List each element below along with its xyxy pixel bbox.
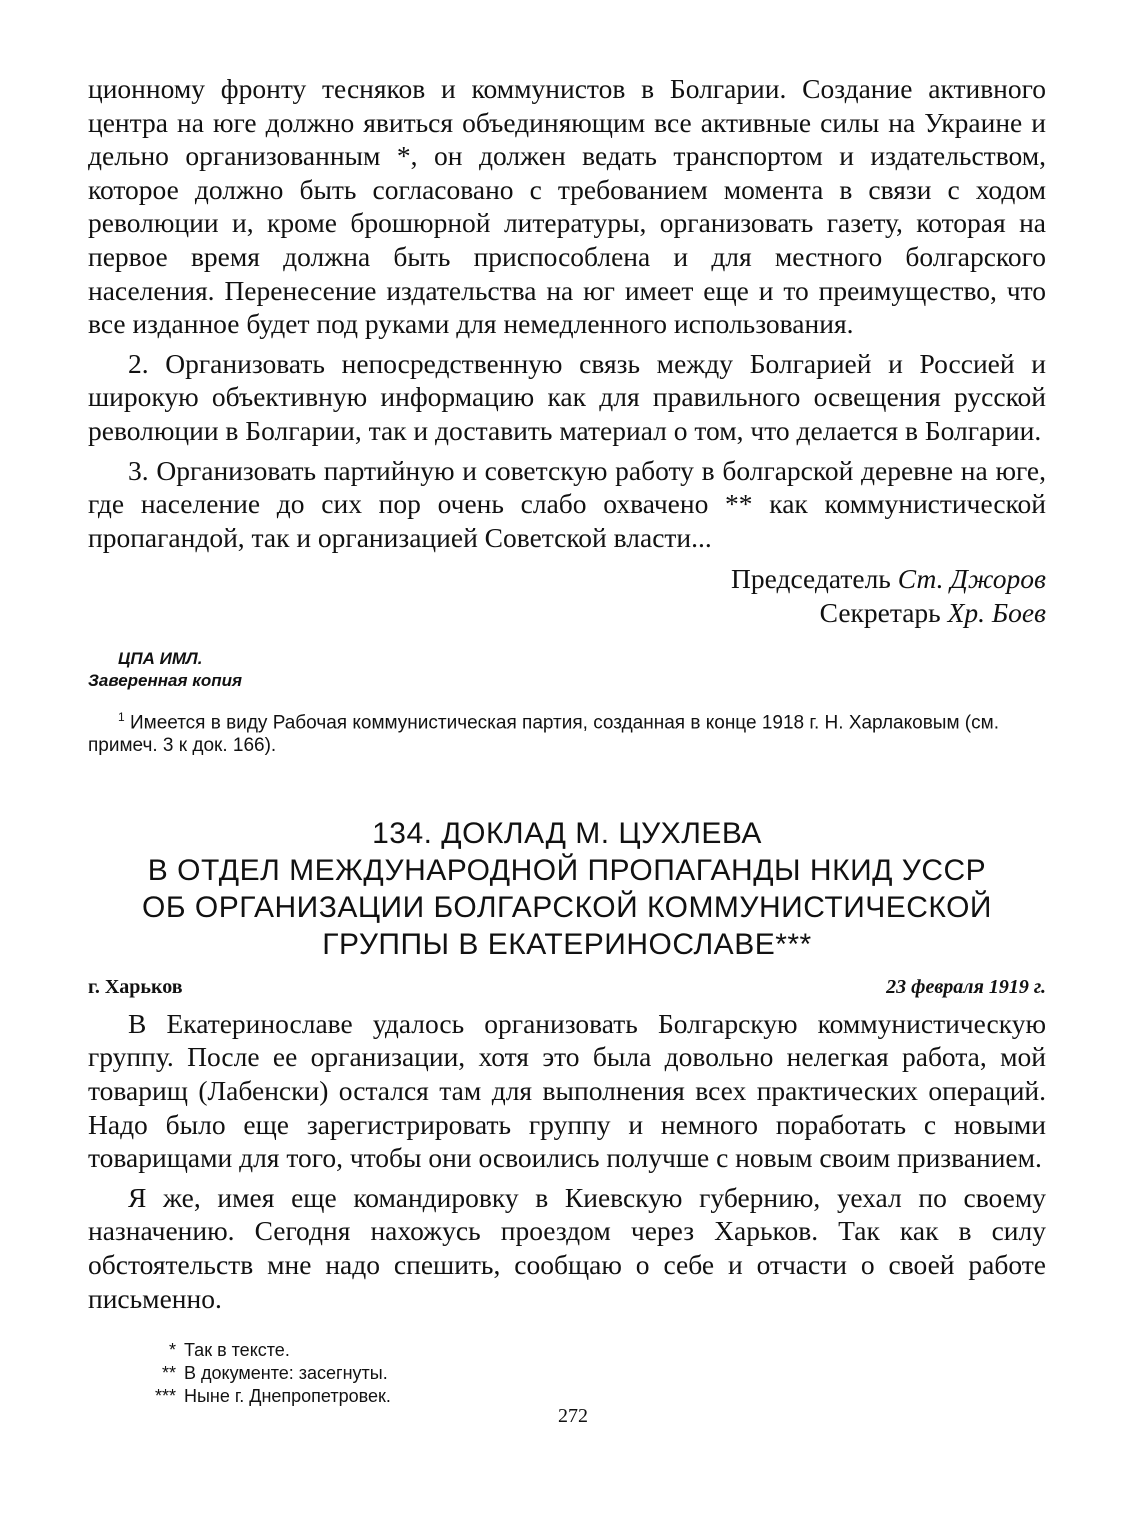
footnote-mark: 1 [118,709,125,724]
chair-role: Председатель [731,563,891,595]
secretary-role: Секретарь [819,596,941,628]
item-2-paragraph: 2. Организовать непосредственную связь между Болгарией и Россией и широкую объективную информацию как для правильного освещения русской революции в Болгарии, так и доставить материал о том, что делается в Болгарии. [88,347,1046,446]
place-date-line [88,975,1046,999]
heading-line-2: В ОТДЕЛ МЕЖДУНАРОДНОЙ ПРОПАГАНДЫ НКИД УССР [147,853,987,887]
page-number: 272 [558,1405,588,1427]
signature-chair [88,562,1046,596]
item-3-paragraph: 3. Организовать партийную и советскую работу в болгарской деревне на юге, где население до сих пор очень слабо охвачено ** как коммунистической пропагандой, так и организацией Советской власти... [88,454,1046,553]
chair-name: Ст. Джоров [897,563,1046,595]
place: г. Харьков [88,975,183,998]
note-row [128,1339,1046,1362]
document-heading [88,815,1046,963]
footnote-text: Имеется в виду Рабочая коммунистическая партия, созданная в конце 1918 г. Н. Харлаковым (см. примеч. 3 к док. 166). [88,711,999,756]
note-text: Так в тексте. [184,1340,290,1361]
continued-paragraph: ционному фронту тесняков и коммунистов в Болгарии. Создание активного центра на юге должно явиться объединяющим все активные силы на Украине и дельно организованным *, он должен ведать транспортом и издательством, которое должно быть согласовано с требованием момента в связи с ходом революции и, кроме брошюрной литературы, организовать газету, которая на первое время должна быть приспособлена и для местного болгарского населения. Перенесение издательства на юг имеет еще и то преимущество, что все изданное будет под руками для немедленного использования. [88,73,1046,340]
note-text: Ныне г. Днепропетровек. [184,1386,391,1407]
body-paragraph-1: В Екатеринославе удалось организовать Болгарскую коммунистическую группу. После ее организации, хотя это была довольно нелегкая работа, мой товарищ (Лабенски) остался там для выполнения всех практических операций. Надо было еще зарегистрировать группу и немного поработать с новыми товарищами для того, чтобы они освоились получше с новым своим призванием. [88,1007,1046,1174]
note-mark: ** [161,1363,176,1384]
signature-secretary [88,596,1046,630]
editorial-notes [88,1339,1046,1408]
footnote-1 [88,706,1046,757]
heading-line-3: ОБ ОРГАНИЗАЦИИ БОЛГАРСКОЙ КОММУНИСТИЧЕСКОЙ [142,890,992,924]
note-row [128,1362,1046,1385]
archive-meta [88,648,1046,692]
secretary-name: Хр. Боев [947,596,1046,628]
copy-note: Заверенная копия [88,670,243,690]
note-mark: * [168,1340,176,1361]
date: 23 февраля 1919 г. [886,975,1046,998]
note-mark: *** [154,1386,176,1407]
document-page [88,72,1046,1408]
heading-line-1: 134. ДОКЛАД М. ЦУХЛЕВА [372,816,762,850]
body-paragraph-2: Я же, имея еще командировку в Киевскую губернию, уехал по своему назначению. Сегодня нахожусь проездом через Харьков. Так как в силу обстоятельств мне надо спешить, сообщаю о себе и отчасти о своей работе письменно. [88,1181,1046,1314]
heading-line-4: ГРУППЫ В ЕКАТЕРИНОСЛАВЕ*** [322,927,812,961]
archive-source: ЦПА ИМЛ. [118,648,203,668]
note-text: В документе: засегнуты. [184,1363,388,1384]
